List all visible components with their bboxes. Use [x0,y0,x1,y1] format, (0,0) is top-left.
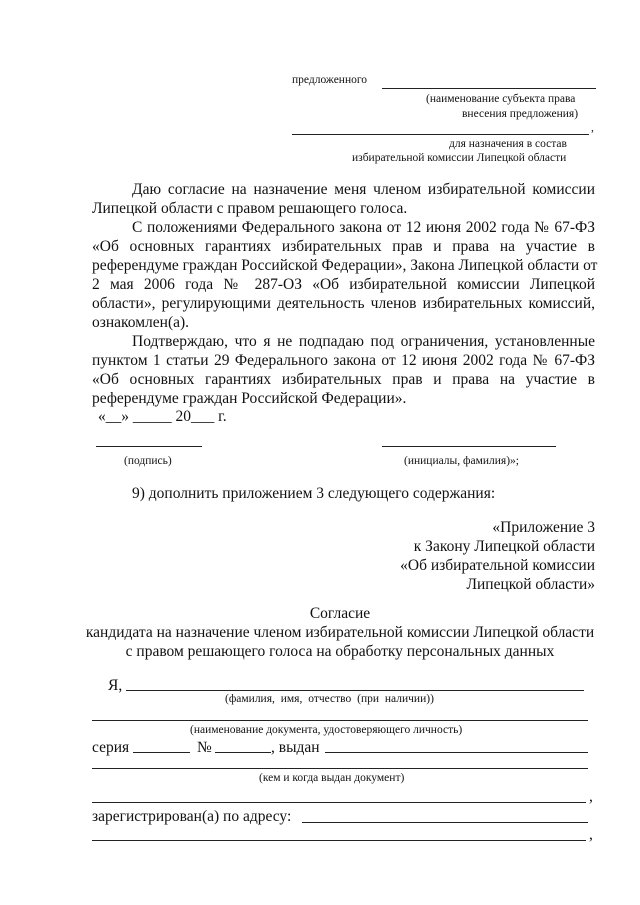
number-label: № [197,739,212,756]
consent-p3-line1: Подтверждаю, что я не подпадаю под ограничения, установленные [132,333,595,350]
document-caption: (наименование документа, удостоверяющего личность) [190,724,463,736]
i-label: Я, [108,677,123,694]
signature-line[interactable] [96,446,202,447]
appendix-line4: Липецкой области» [466,576,595,593]
comma: , [591,122,594,134]
number-field[interactable] [215,752,271,753]
date-line[interactable]: «__» _____ 20___ г. [98,408,227,425]
comma-1: , [589,788,593,805]
consent-p3-line3: «Об основных гарантиях избирательных прав и права на участие в [92,371,595,388]
issued-field[interactable] [325,752,588,753]
subject-caption-2: внесения предложения) [462,108,579,120]
appendix-line2: к Закону Липецкой области [413,538,595,555]
consent-p2-line4: 2 мая 2006 года № 287-ОЗ «Об избирательной комиссии Липецкой [92,276,595,293]
address-field-2[interactable] [92,840,586,841]
series-field[interactable] [133,752,190,753]
fio-field[interactable] [126,690,584,691]
proposed-label: предложенного [292,74,368,86]
initials-caption: (инициалы, фамилия)»; [404,455,519,467]
signature-caption: (подпись) [124,455,172,467]
issued-label: , выдан [271,739,320,756]
address-field[interactable] [302,822,588,823]
purpose-caption-1: для назначения в состав [449,138,567,150]
registered-label: зарегистрирован(а) по адресу: [92,808,292,825]
consent-p2-line1: С положениями Федерального закона от 12 июня 2002 года № 67-ФЗ [132,219,595,236]
appendix-line3: «Об избирательной комиссии [400,557,595,574]
issuer-caption: (кем и когда выдан документ) [259,772,405,784]
document-field[interactable] [92,720,588,721]
proposer-name-line-2[interactable] [292,134,589,135]
comma-2: , [589,826,593,843]
consent-p2-line3: референдуме граждан Российской Федерации», Закона Липецкой области от [92,257,598,274]
proposer-name-line[interactable] [382,88,596,89]
issuer-field-2[interactable] [92,802,586,803]
initials-line[interactable] [382,446,556,447]
amendment-text: 9) дополнить приложением 3 следующего содержания: [132,485,496,502]
series-label: серия [92,739,130,756]
form-subtitle-1: кандидата на назначение членом избирательной комиссии Липецкой области [85,624,595,641]
consent-p1-line1: Даю согласие на назначение меня членом избирательной комиссии [132,181,595,198]
consent-p3-line2: пунктом 1 статьи 29 Федерального закона от 12 июня 2002 года № 67-ФЗ [92,352,595,369]
appendix-line1: «Приложение 3 [492,519,595,536]
purpose-caption-2: избирательной комиссии Липецкой области [352,152,567,164]
form-title: Согласие [309,605,371,622]
fio-caption: (фамилия, имя, отчество (при наличии)) [225,693,434,705]
consent-p2-line2: «Об основных гарантиях избирательных прав и права на участие в [92,238,595,255]
form-subtitle-2: с правом решающего голоса на обработку персональных данных [125,643,555,660]
consent-p2-line5: области», регулирующими деятельность членов избирательных комиссий, [92,295,595,312]
consent-p3-line4: референдуме граждан Российской Федерации». [92,390,407,407]
issuer-field[interactable] [92,768,588,769]
subject-caption-1: (наименование субъекта права [426,93,576,105]
consent-p2-line6: ознакомлен(а). [92,314,190,331]
consent-p1-line2: Липецкой области с правом решающего голоса. [92,200,408,217]
